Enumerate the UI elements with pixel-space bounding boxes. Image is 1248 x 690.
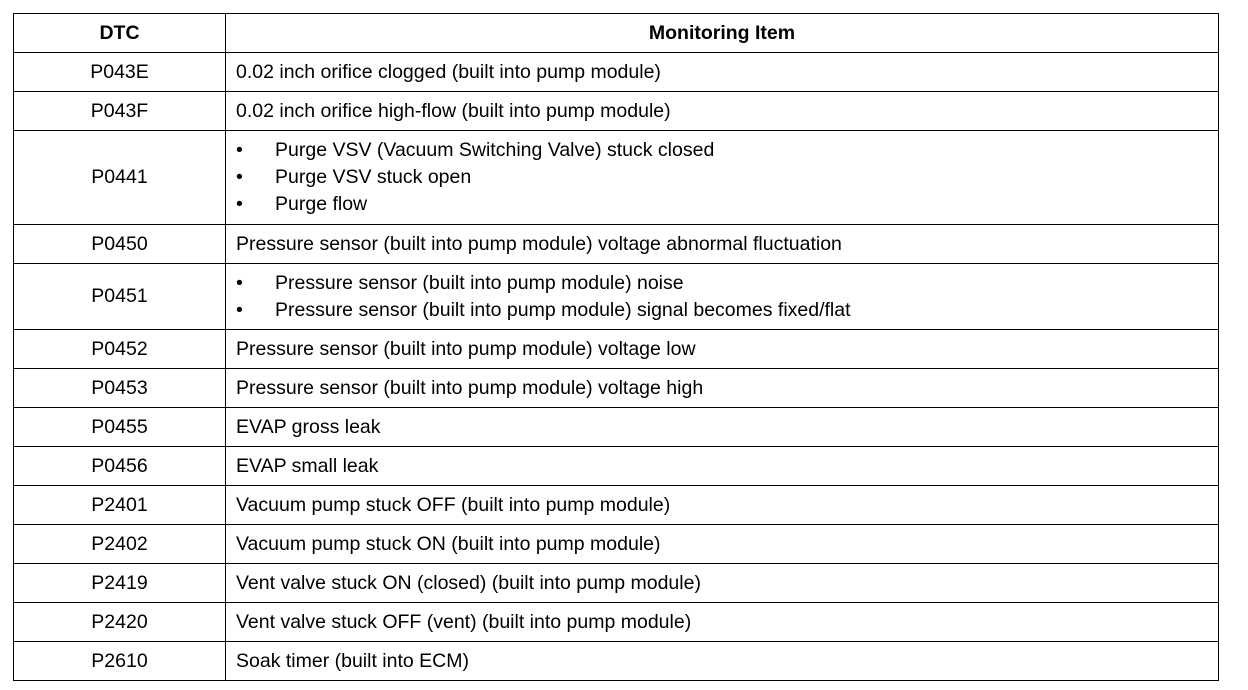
monitoring-item-text: Vacuum pump stuck OFF (built into pump module): [236, 493, 671, 516]
monitoring-item-text: Soak timer (built into ECM): [236, 649, 469, 672]
monitoring-item-cell: [226, 408, 1219, 447]
monitoring-item-list: [236, 270, 1208, 324]
dtc-code-cell: P0456: [14, 447, 226, 486]
column-header-monitoring-item: Monitoring Item: [226, 14, 1219, 53]
column-header-dtc: DTC: [14, 14, 226, 53]
dtc-table-container: [13, 13, 1219, 681]
monitoring-item-cell: [226, 131, 1219, 225]
table-row: [14, 525, 1219, 564]
table-row: [14, 330, 1219, 369]
bullet-icon: •: [236, 298, 243, 321]
bullet-icon: •: [236, 139, 243, 161]
monitoring-item-text: Purge VSV (Vacuum Switching Valve) stuck closed: [275, 139, 715, 161]
dtc-code-cell: P0450: [14, 225, 226, 264]
dtc-code-cell: P0453: [14, 369, 226, 408]
monitoring-item-text: Pressure sensor (built into pump module) signal becomes fixed/flat: [275, 298, 851, 321]
dtc-code-cell: P2419: [14, 564, 226, 603]
monitoring-item-text: EVAP small leak: [236, 454, 379, 477]
monitoring-item-list: [236, 137, 1208, 218]
table-header-row: [14, 14, 1219, 53]
dtc-code-cell: P2402: [14, 525, 226, 564]
table-row: [14, 369, 1219, 408]
monitoring-item-text: Pressure sensor (built into pump module) voltage high: [236, 376, 704, 399]
list-item: [236, 164, 1208, 191]
dtc-code-cell: P043F: [14, 92, 226, 131]
monitoring-item-text: Vacuum pump stuck ON (built into pump module): [236, 532, 661, 555]
monitoring-item-text: 0.02 inch orifice high-flow (built into pump module): [236, 99, 671, 122]
monitoring-item-cell: [226, 486, 1219, 525]
monitoring-item-text: Pressure sensor (built into pump module) noise: [275, 271, 684, 294]
monitoring-item-text: 0.02 inch orifice clogged (built into pump module): [236, 60, 661, 83]
table-body: [14, 53, 1219, 681]
dtc-code-cell: P2401: [14, 486, 226, 525]
dtc-code-cell: P043E: [14, 53, 226, 92]
table-row: [14, 447, 1219, 486]
monitoring-item-cell: [226, 525, 1219, 564]
table-row: [14, 603, 1219, 642]
monitoring-item-cell: [226, 564, 1219, 603]
monitoring-item-cell: [226, 264, 1219, 330]
dtc-code-cell: P0452: [14, 330, 226, 369]
monitoring-item-text: Pressure sensor (built into pump module) voltage abnormal fluctuation: [236, 232, 842, 255]
list-item: [236, 297, 1208, 324]
table-row: [14, 564, 1219, 603]
table-row: [14, 642, 1219, 681]
table-row: [14, 225, 1219, 264]
monitoring-item-text: Purge VSV stuck open: [275, 166, 472, 188]
table-row: [14, 486, 1219, 525]
monitoring-item-cell: [226, 369, 1219, 408]
bullet-icon: •: [236, 193, 243, 215]
dtc-code-cell: P0455: [14, 408, 226, 447]
monitoring-item-cell: [226, 92, 1219, 131]
monitoring-item-cell: [226, 603, 1219, 642]
monitoring-item-cell: [226, 225, 1219, 264]
monitoring-item-text: EVAP gross leak: [236, 415, 381, 438]
list-item: [236, 137, 1208, 164]
table-row: [14, 264, 1219, 330]
table-row: [14, 92, 1219, 131]
dtc-code-cell: P2610: [14, 642, 226, 681]
monitoring-item-cell: [226, 447, 1219, 486]
list-item: [236, 191, 1208, 218]
monitoring-item-cell: [226, 330, 1219, 369]
list-item: [236, 270, 1208, 297]
bullet-icon: •: [236, 166, 243, 188]
dtc-table: [13, 13, 1219, 681]
monitoring-item-text: Vent valve stuck OFF (vent) (built into pump module): [236, 610, 692, 633]
table-row: [14, 131, 1219, 225]
dtc-code-cell: P2420: [14, 603, 226, 642]
dtc-code-cell: P0441: [14, 131, 226, 225]
monitoring-item-cell: [226, 642, 1219, 681]
monitoring-item-text: Vent valve stuck ON (closed) (built into pump module): [236, 571, 701, 594]
dtc-code-cell: P0451: [14, 264, 226, 330]
table-row: [14, 408, 1219, 447]
monitoring-item-text: Purge flow: [275, 193, 368, 215]
bullet-icon: •: [236, 271, 243, 294]
monitoring-item-cell: [226, 53, 1219, 92]
monitoring-item-text: Pressure sensor (built into pump module) voltage low: [236, 337, 696, 360]
table-row: [14, 53, 1219, 92]
